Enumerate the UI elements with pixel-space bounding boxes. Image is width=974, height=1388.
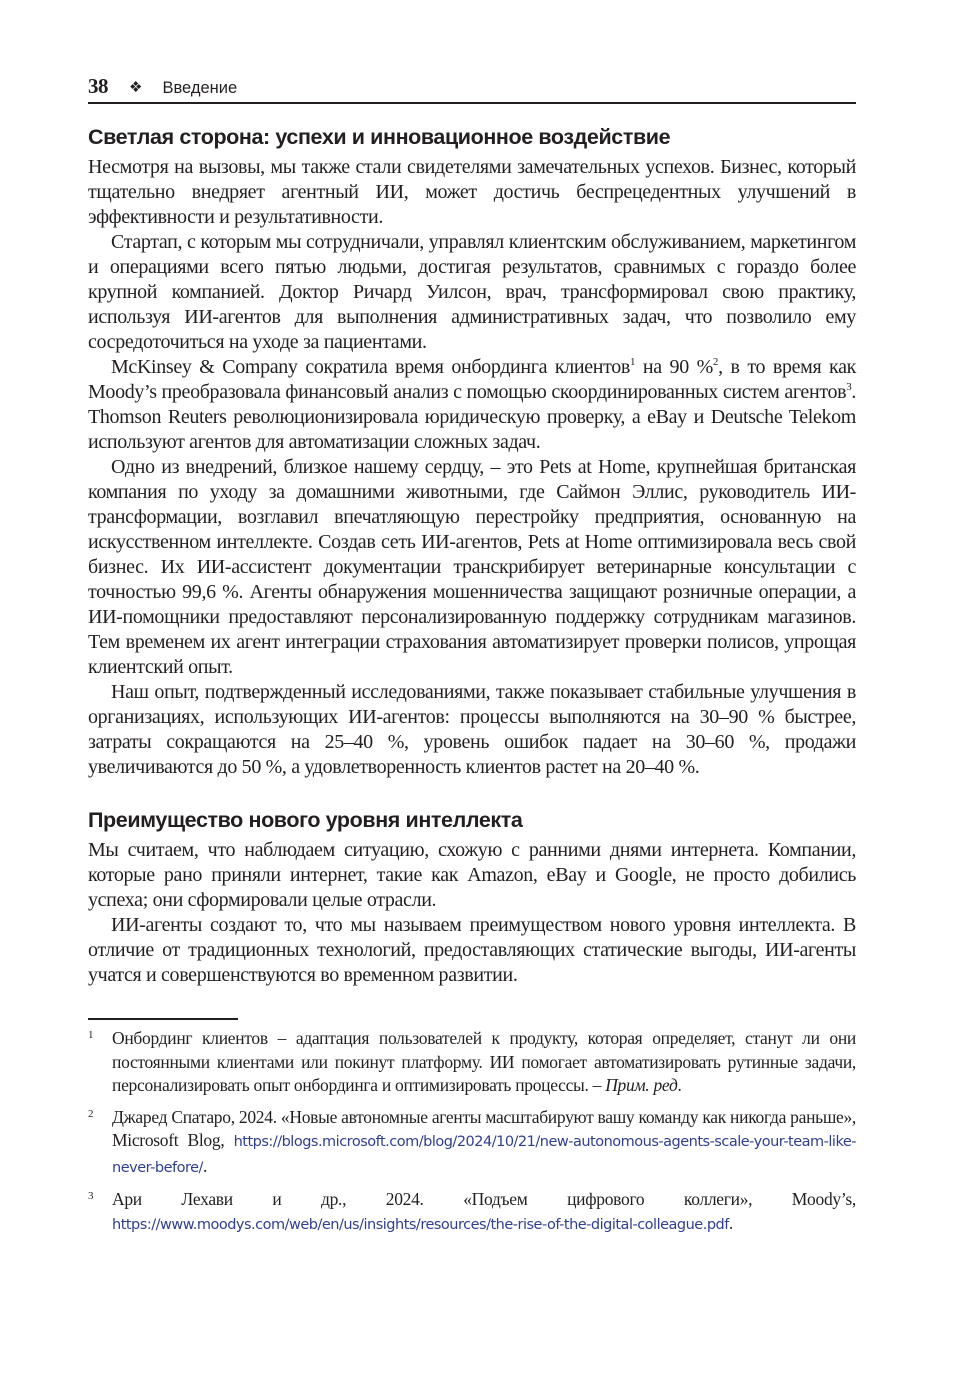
page-number: 38	[88, 74, 108, 98]
footnote-ref-3[interactable]: 3	[846, 381, 852, 393]
footnote-number: 3	[88, 1190, 94, 1202]
paragraph: Стартап, с которым мы сотрудничали, управлял клиентским обслуживанием, маркетингом и операциями всего пятью людьми, достигая результатов, сравнимых с гораздо более крупной компанией. Доктор Ричард Уилсон, врач, трансформировал свою практику, используя ИИ-агентов для выполнения административных задач, что позволило ему сосредоточиться на уходе за пациентами.	[88, 231, 856, 353]
book-page	[88, 74, 856, 1245]
paragraph: Одно из внедрений, близкое нашему сердцу, – это Pets at Home, крупнейшая британская компания по уходу за домашними животными, где Саймон Эллис, руководитель ИИ-трансформации, возглавил впечатляющую перестройку предприятия, основанную на искусственном интеллекте. Создав сеть ИИ-агентов, Pets at Home оптимизировала весь свой бизнес. Их ИИ-ассистент документации транскрибирует ветеринарные консультации с точностью 99,6 %. Агенты обнаружения мошенничества защищают розничные операции, а ИИ-помощники предоставляют персонализированную поддержку сотрудникам магазинов. Тем временем их агент интеграции страхования автоматизирует проверки полисов, упрощая клиентский опыт.	[88, 456, 856, 678]
paragraph: ИИ-агенты создают то, что мы называем преимуществом нового уровня интеллекта. В отличие от традиционных технологий, предоставляющих статические выгоды, ИИ-агенты учатся и совершенствуются во временном развитии.	[88, 914, 856, 986]
footnote-text: Ари Лехави и др., 2024. «Подъем цифрового коллеги», Moody’s, https://www.moodys.com/web/en/us/insights/resources/the-rise-of-the-digital-colleague.pdf.	[112, 1189, 856, 1233]
paragraph: Мы считаем, что наблюдаем ситуацию, схожую с ранними днями интернета. Компании, которые рано приняли интернет, такие как Amazon, eBay и Google, не просто добились успеха; они сформировали целые отрасли.	[88, 839, 856, 911]
section-heading-bright-side: Светлая сторона: успехи и инновационное воздействие	[88, 125, 671, 149]
paragraph: Несмотря на вызовы, мы также стали свидетелями замечательных успехов. Бизнес, который тщательно внедряет агентный ИИ, может достичь беспрецедентных улучшений в эффективности и результативности.	[88, 156, 856, 228]
footnote-text: Джаред Спатаро, 2024. «Новые автономные агенты масштабируют вашу команду как никогда раньше», Microsoft Blog, https://blogs.microsoft.com/blog/2024/10/21/new-autonomous-agents-scale-your-team-like-never-before/.	[112, 1106, 856, 1176]
footnote-divider	[88, 1018, 238, 1020]
microsoft-blog-link[interactable]: https://blogs.microsoft.com/blog/2024/10/21/new-autonomous-agents-scale-your-team-like-never-before/	[112, 1134, 856, 1176]
footnote-ref-1[interactable]: 1	[630, 356, 636, 368]
footnote-1	[88, 1027, 856, 1098]
footnote-text: Онбординг клиентов – адаптация пользователей к продукту, которая определяет, станут ли они постоянными клиентами или покинут платформу. ИИ помогает автоматизировать рутинные задачи, персонализировать опыт онбординга и оптимизировать процессы. – Прим. ред.	[112, 1028, 856, 1095]
section-heading-intelligence-advantage: Преимущество нового уровня интеллекта	[88, 808, 523, 832]
paragraph-with-footnote-refs: McKinsey & Company сократила время онбординга клиентов$^1$ на 90 %$^2$, в то время как Moody’s преобразовала финансовый анализ с помощью скоординированных систем агентов$^3$. Thomson Reuters революционизировала юридическую проверку, а eBay и Deutsche Telekom используют агентов для автоматизации сложных задач.	[88, 356, 857, 453]
four-diamond-ornament-icon: ❖	[129, 79, 143, 96]
footnote-2	[88, 1106, 856, 1181]
editor-note: Прим. ред	[605, 1075, 678, 1095]
footnote-number: 1	[88, 1029, 94, 1041]
footnote-ref-2[interactable]: 2	[712, 356, 719, 368]
chapter-title: Введение	[162, 79, 238, 97]
paragraph: Наш опыт, подтвержденный исследованиями, также показывает стабильные улучшения в организациях, использующих ИИ-агентов: процессы выполняются на 30–90 % быстрее, затраты сокращаются на 25–40 %, уровень ошибок падает на 30–60 %, продажи увеличиваются до 50 %, а удовлетворенность клиентов растет на 20–40 %.	[88, 681, 856, 778]
running-header	[88, 74, 856, 104]
footnote-3	[88, 1188, 856, 1237]
footnote-number: 2	[88, 1107, 94, 1120]
moodys-report-link[interactable]: https://www.moodys.com/web/en/us/insights/resources/the-rise-of-the-digital-colleague.pdf	[112, 1216, 729, 1233]
